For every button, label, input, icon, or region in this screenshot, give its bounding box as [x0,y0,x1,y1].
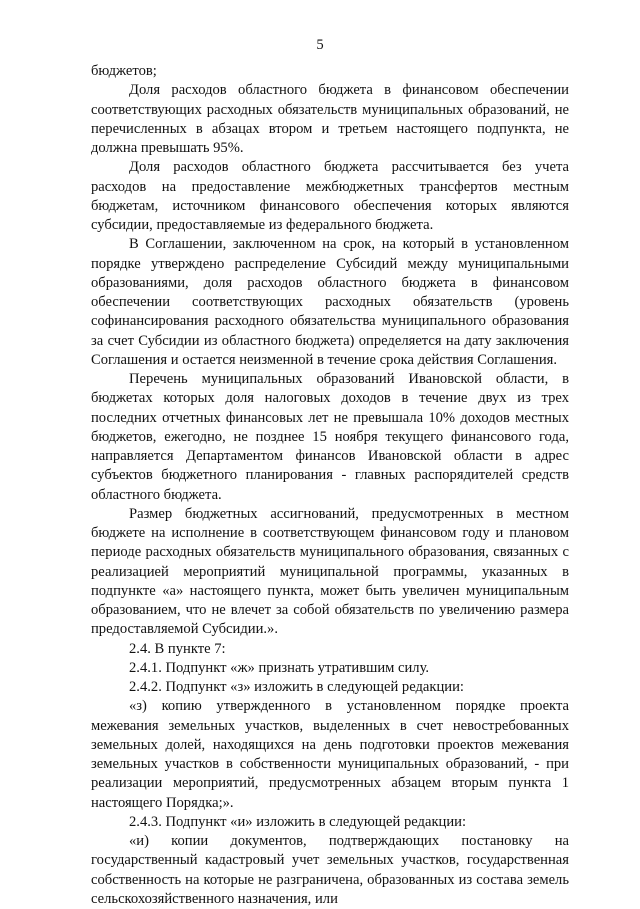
paragraph-2: Доля расходов областного бюджета в финансовом обеспечении соответствующих расходных обязательств муниципальных образований, не перечисленных в абзацах втором и третьем настоящего подпункта, не должна превышать 95%. [91,82,569,156]
page-number: 5 [316,37,324,53]
paragraph-5: Перечень муниципальных образований Ивановской области, в бюджетах которых доля налоговых доходов в течение двух из трех последних отчетных финансовых лет не превышала 10% доходов местных бюджетов, ежегодно, не позднее 15 ноября текущего финансового года, направляется Департаментом финансов Ивановской области в адрес субъектов бюджетного планирования - главных распорядителей средств областного бюджета. [91,371,569,503]
paragraph-6: Размер бюджетных ассигнований, предусмотренных в местном бюджете на исполнение в соответствующем финансовом году и плановом периоде расходных обязательств муниципального образования, связанных с реализацией мероприятий муниципальной программы, указанных в подпункте «а» настоящего пункта, может быть увеличен муниципальным образованием, что не влечет за собой обязательств по увеличению размера предоставляемой Субсидии.». [91,505,569,638]
paragraph-9: 2.4.2. Подпункт «з» изложить в следующей редакции: [129,679,464,695]
paragraph-4: В Соглашении, заключенном на срок, на который в установленном порядке утверждено распределение Субсидий между муниципальными образованиями, доля расходов областного бюджета в финансовом обеспечении соответствующих расходных обязательств (уровень софинансирования расходного обязательства муниципального образования за счет Субсидии из областного бюджета) определяется на дату заключения Соглашения и остается неизменной в течение срока действия Соглашения. [91,236,569,368]
paragraph-10: «з) копию утвержденного в установленном порядке проекта межевания земельных участков, выделенных в счет невостребованных земельных долей, находящихся на день подготовки проектов межевания земельных участков в собственности муниципальных образований, - при реализации мероприятий, предусмотренных абзацем вторым пункта 1 настоящего Порядка;». [91,698,569,811]
document-body [91,62,569,909]
paragraph-7: 2.4. В пункте 7: [129,640,226,657]
paragraph-3: Доля расходов областного бюджета рассчитывается без учета расходов на предоставление межбюджетных трансфертов местным бюджетам, источником финансового обеспечения которых являются субсидии, предоставляемые из федерального бюджета. [91,159,569,233]
paragraph-1: бюджетов; [91,63,157,79]
paragraph-12: «и) копии документов, подтверждающих постановку на государственный кадастровый учет земельных участков, государственная собственность на которые не разграничена, образованных из состава земель сельскохозяйственного назначения, или [91,833,569,907]
paragraph-8: 2.4.1. Подпункт «ж» признать утратившим силу. [129,659,430,676]
paragraph-11: 2.4.3. Подпункт «и» изложить в следующей редакции: [129,813,467,830]
